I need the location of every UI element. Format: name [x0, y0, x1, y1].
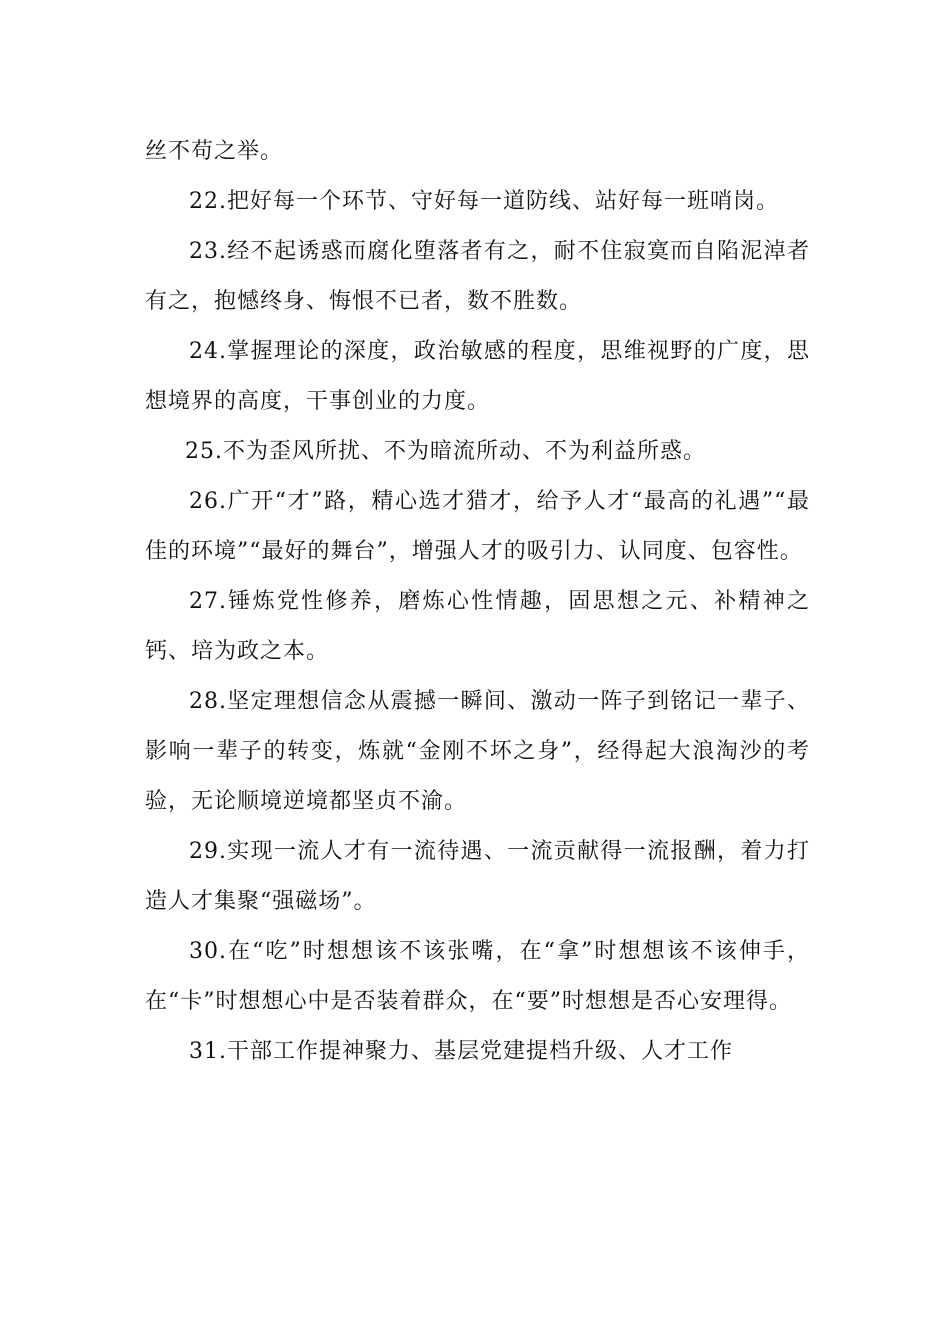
- paragraph-24: 24.掌握理论的深度，政治敏感的程度，思维视野的广度，思想境界的高度，干事创业的力度。: [145, 339, 810, 414]
- paragraph-27: 27.锤炼党性修养，磨炼心性情趣，固思想之元、补精神之钙、培为政之本。: [145, 589, 810, 664]
- paragraph-29: 29.实现一流人才有一流待遇、一流贡献得一流报酬，着力打造人才集聚“强磁场”。: [145, 839, 810, 914]
- paragraph-31: 31.干部工作提神聚力、基层党建提档升级、人才工作: [189, 1039, 733, 1064]
- paragraph-23: 23.经不起诱惑而腐化堕落者有之，耐不住寂寞而自陷泥淖者有之，抱憾终身、悔恨不已者，数不胜数。: [145, 239, 810, 314]
- paragraph-25: 25.不为歪风所扰、不为暗流所动、不为利益所惑。: [185, 439, 706, 464]
- document-page: [145, 127, 810, 1077]
- paragraph-28: 28.坚定理想信念从震撼一瞬间、激动一阵子到铭记一辈子、影响一辈子的转变，炼就“金刚不坏之身”，经得起大浪淘沙的考验，无论顺境逆境都坚贞不渝。: [145, 689, 810, 814]
- paragraph-22: 22.把好每一个环节、守好每一道防线、站好每一班哨岗。: [189, 189, 779, 214]
- paragraph-26: 26.广开“才”路，精心选才猎才，给予人才“最高的礼遇”“最佳的环境”“最好的舞台”，增强人才的吸引力、认同度、包容性。: [145, 489, 810, 564]
- paragraph-continuation: 丝不苟之举。: [145, 139, 284, 164]
- paragraph-30: 30.在“吃”时想想该不该张嘴，在“拿”时想想该不该伸手，在“卡”时想想心中是否装着群众，在“要”时想想是否心安理得。: [145, 939, 810, 1014]
